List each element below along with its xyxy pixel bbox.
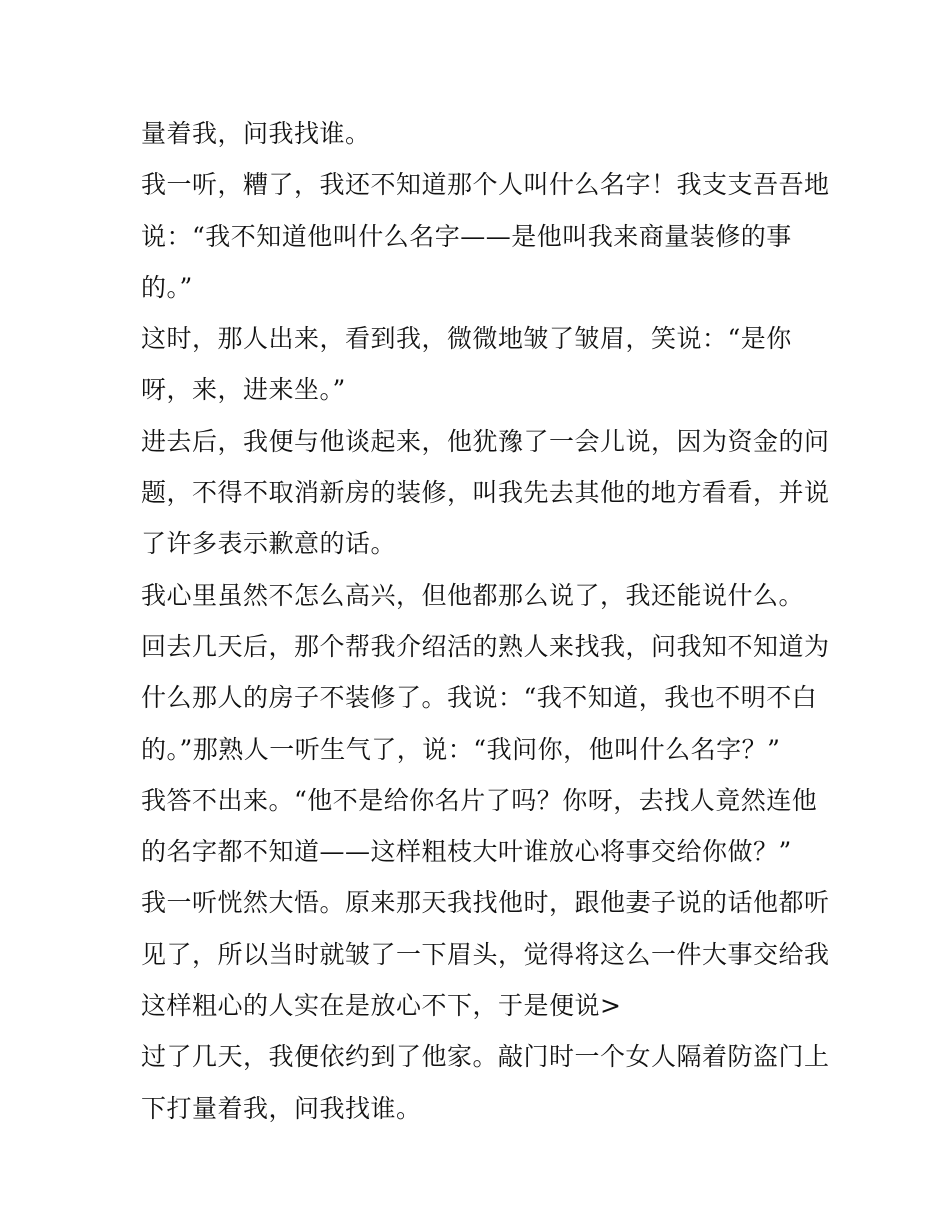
text-line: 的名字都不知道——这样粗枝大叶谁放心将事交给你做？” xyxy=(141,837,792,867)
text-line: 的。”那熟人一听生气了，说：“我问你，他叫什么名字？” xyxy=(141,734,781,764)
text-line: 我一听，糟了，我还不知道那个人叫什么名字！我支支吾吾地 xyxy=(141,170,830,200)
text-line: 这样粗心的人实在是放心不下，于是便说> xyxy=(141,991,622,1021)
story-text xyxy=(141,108,831,1134)
text-line: 题，不得不取消新房的装修，叫我先去其他的地方看看，并说 xyxy=(141,478,830,508)
text-line: 下打量着我，问我找谁。 xyxy=(141,1093,422,1123)
text-line: 这时，那人出来，看到我，微微地皱了皱眉，笑说：“是你 xyxy=(141,324,792,354)
text-line: 说：“我不知道他叫什么名字——是他叫我来商量装修的事 xyxy=(141,221,792,251)
text-line: 我一听恍然大悟。原来那天我找他时，跟他妻子说的话他都听 xyxy=(141,888,830,918)
text-line: 量着我，问我找谁。 xyxy=(141,119,371,148)
text-line: 呀，来，进来坐。” xyxy=(141,375,346,405)
text-line: 我心里虽然不怎么高兴，但他都那么说了，我还能说什么。 xyxy=(141,580,805,610)
text-line: 我答不出来。“他不是给你名片了吗？你呀，去找人竟然连他 xyxy=(141,785,818,815)
text-line: 进去后，我便与他谈起来，他犹豫了一会儿说，因为资金的问 xyxy=(141,426,830,456)
text-line: 回去几天后，那个帮我介绍活的熟人来找我，问我知不知道为 xyxy=(141,631,830,661)
text-line: 过了几天，我便依约到了他家。敲门时一个女人隔着防盗门上 xyxy=(141,1042,830,1072)
text-line: 的。” xyxy=(141,272,193,302)
text-line: 什么那人的房子不装修了。我说：“我不知道，我也不明不白 xyxy=(141,683,818,713)
text-line: 见了，所以当时就皱了一下眉头，觉得将这么一件大事交给我 xyxy=(141,939,830,969)
text-line: 了许多表示歉意的话。 xyxy=(141,529,397,559)
